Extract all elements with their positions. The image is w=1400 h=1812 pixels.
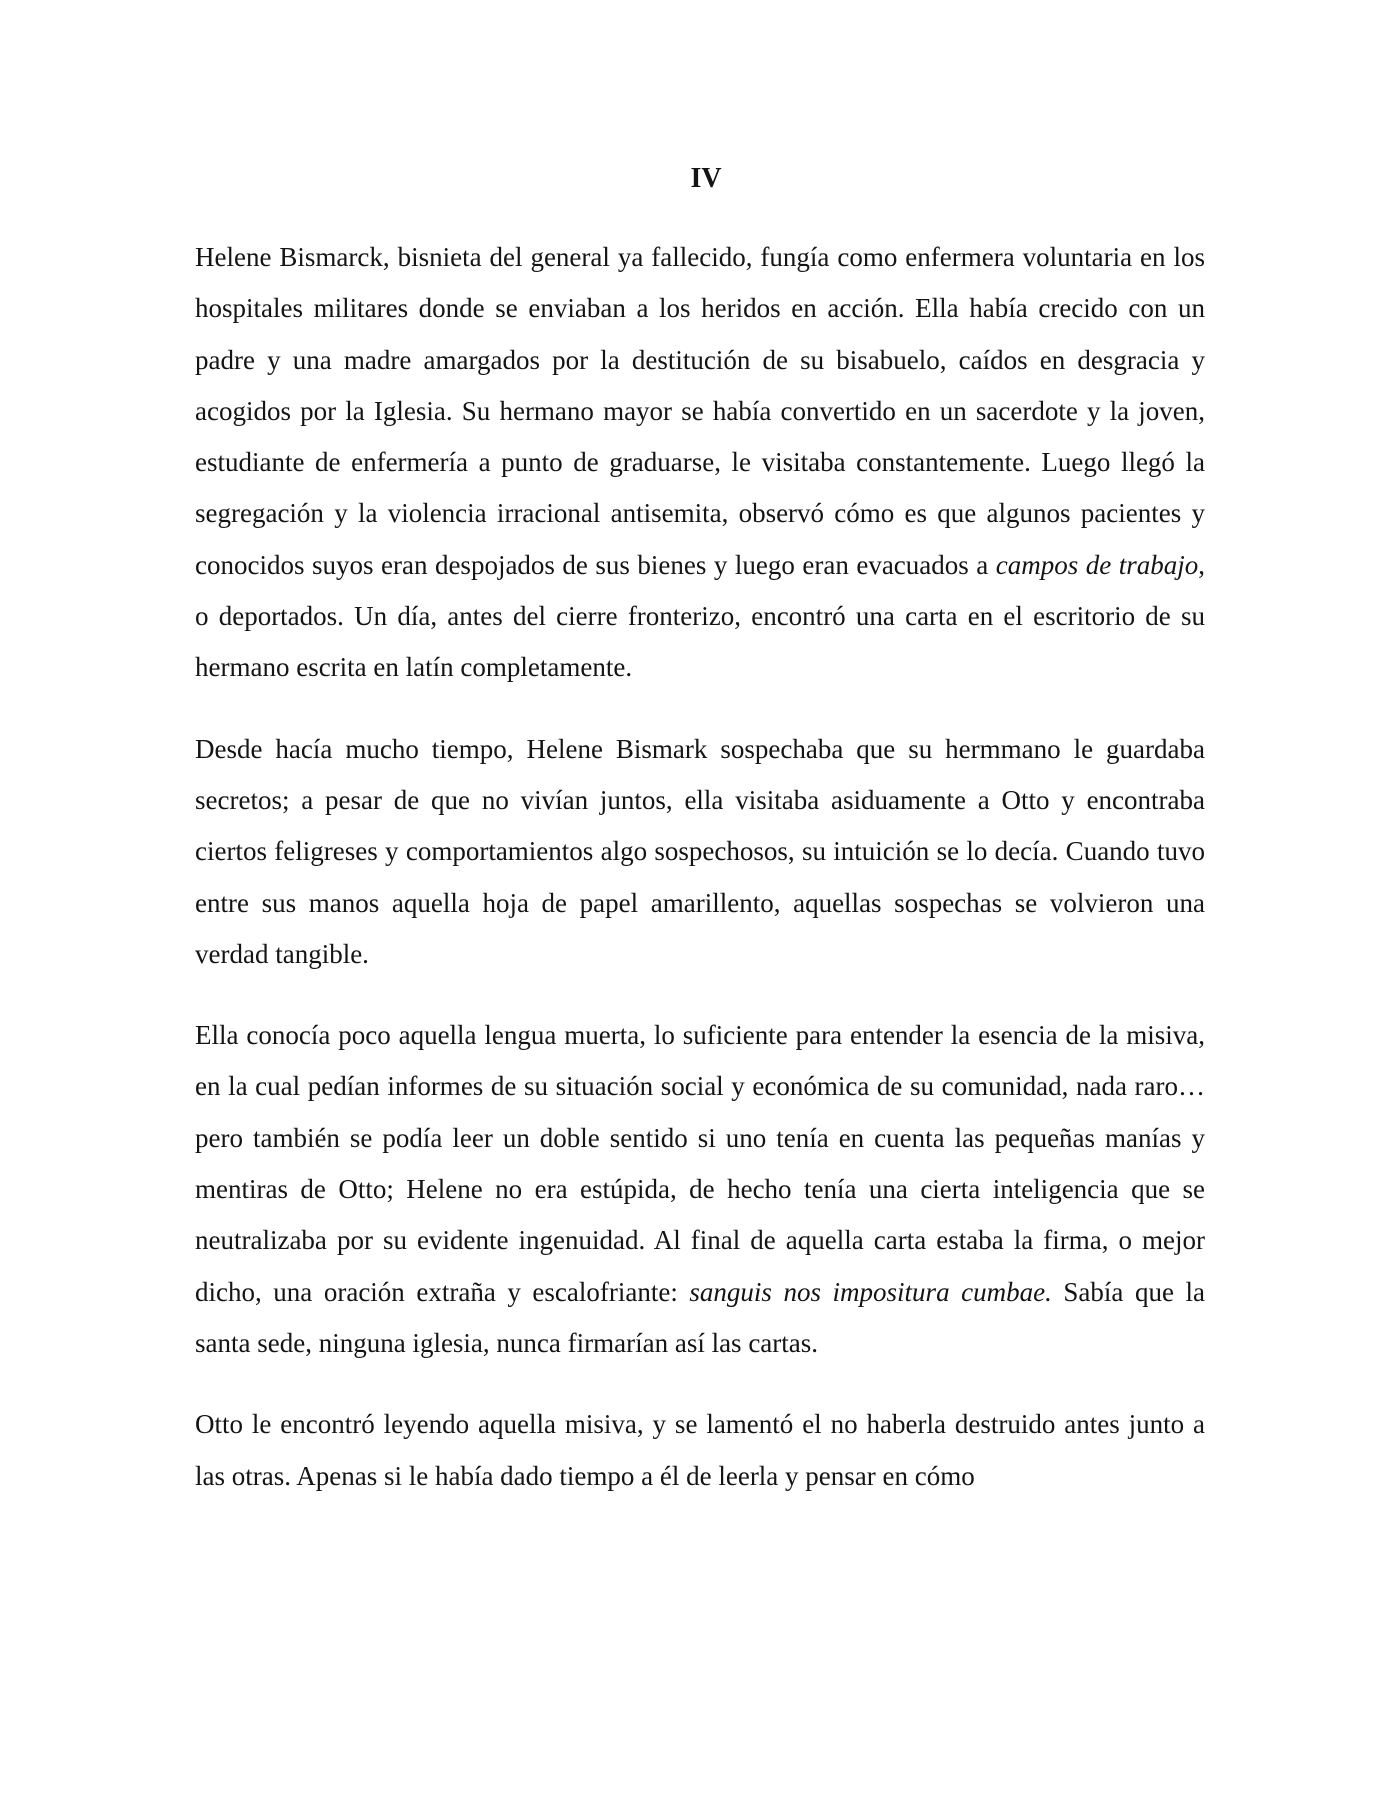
paragraph-3 bbox=[195, 1010, 1205, 1369]
document-page bbox=[195, 150, 1205, 1502]
paragraph-text: , o deportados. Un día, antes del cierre fronterizo, encontró una carta en el escritorio de su hermano escrita en latín completamente. bbox=[195, 549, 1206, 683]
chapter-heading: IV bbox=[690, 163, 722, 194]
paragraph-text: Sabía que la santa sede, ninguna iglesia, nunca firmarían así las cartas. bbox=[195, 1276, 1205, 1358]
paragraph-2 bbox=[195, 724, 1205, 980]
italic-phrase-campos-de-trabajo: campos de trabajo bbox=[995, 549, 1199, 580]
paragraph-text: Helene Bismarck, bisnieta del general ya fallecido, fungía como enfermera voluntaria en los hospitales militares donde se enviaban a los heridos en acción. Ella había crecido con un padre y una madre amargados por la destitución de su bisabuelo, caídos en desgracia y acogidos por la Iglesia. Su hermano mayor se había convertido en un sacerdote y la joven, estudiante de enfermería a punto de graduarse, le visitaba constantemente. Luego llegó la segregación y la violencia irracional antisemita, observó cómo es que algunos pacientes y conocidos suyos eran despojados de sus bienes y luego eran evacuados a bbox=[195, 242, 1205, 580]
paragraph-text: Desde hacía mucho tiempo, Helene Bismark sospechaba que su hermmano le guardaba secretos; a pesar de que no vivían juntos, ella visitaba asiduamente a Otto y encontraba ciertos feligreses y comportamientos algo sospechosos, su intuición se lo decía. Cuando tuvo entre sus manos aquella hoja de papel amarillento, aquellas sospechas se volvieron una verdad tangible. bbox=[195, 733, 1205, 969]
paragraph-4 bbox=[195, 1399, 1205, 1502]
italic-phrase-latin-signature: sanguis nos impositura cumbae. bbox=[689, 1276, 1052, 1307]
paragraph-text: Otto le encontró leyendo aquella misiva, y se lamentó el no haberla destruido antes junto a las otras. Apenas si le había dado tiempo a él de leerla y pensar en cómo bbox=[195, 1409, 1205, 1491]
paragraph-1 bbox=[195, 232, 1205, 694]
paragraph-text: Ella conocía poco aquella lengua muerta, lo suficiente para entender la esencia de la misiva, en la cual pedían informes de su situación social y económica de su comunidad, nada raro… pero también se podía leer un doble sentido si uno tenía en cuenta las pequeñas manías y mentiras de Otto; Helene no era estúpida, de hecho tenía una cierta inteligencia que se neutralizaba por su evidente ingenuidad. Al final de aquella carta estaba la firma, o mejor dicho, una oración extraña y escalofriante: bbox=[195, 1020, 1205, 1307]
